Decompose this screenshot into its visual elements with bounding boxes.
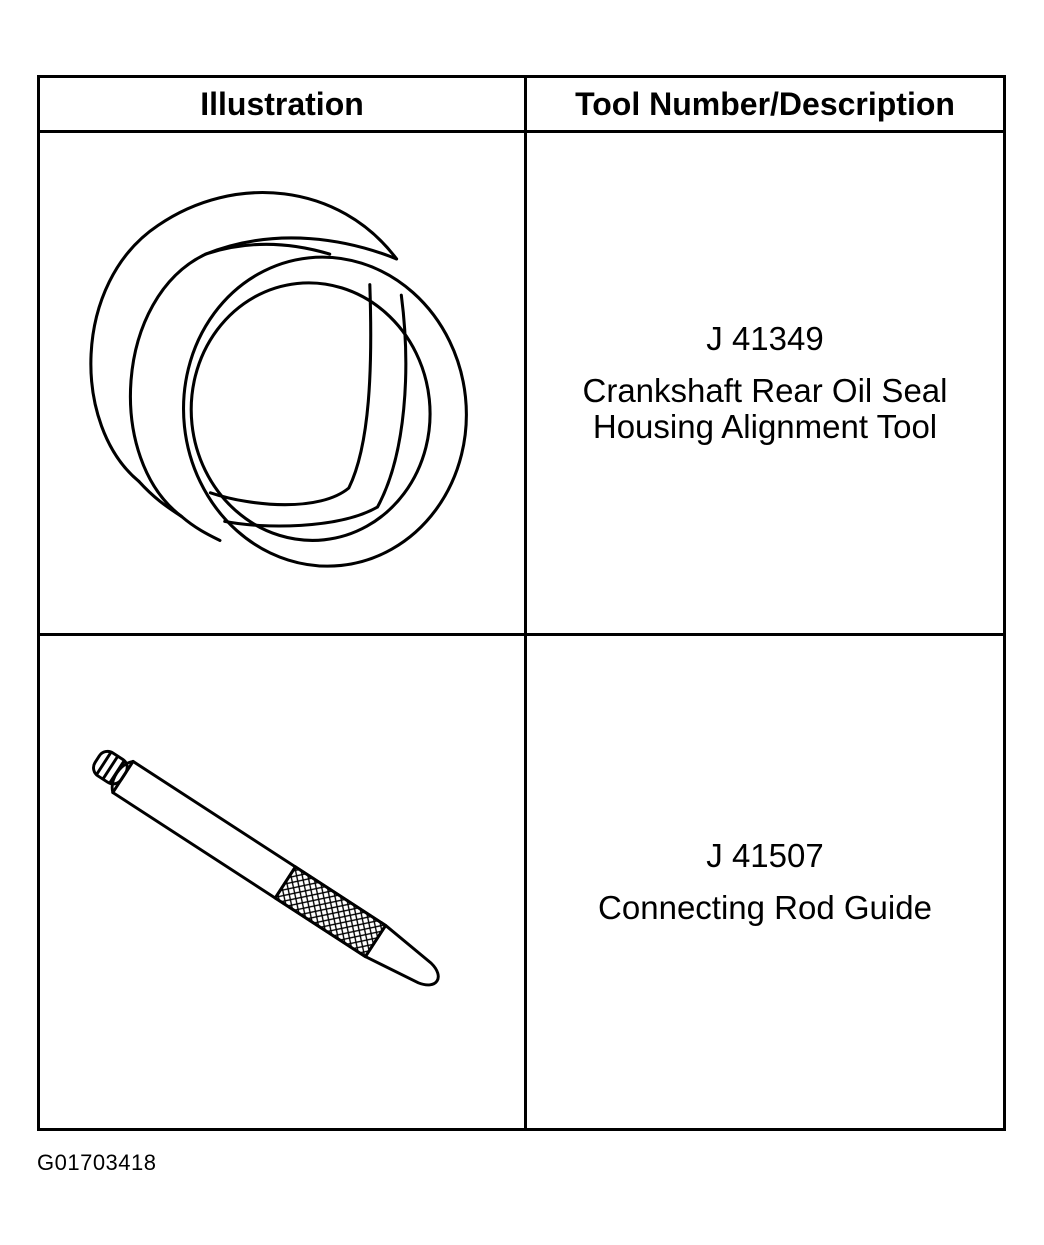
tool-number: J 41507 xyxy=(706,837,824,874)
illustration-cell xyxy=(39,132,526,635)
tool-number: J 41349 xyxy=(706,320,824,357)
description-cell xyxy=(526,635,1005,1130)
tool-description-line: Housing Alignment Tool xyxy=(592,408,938,445)
description-column-header: Tool Number/Description xyxy=(526,77,1005,132)
tool-description xyxy=(527,838,1003,926)
tool-description xyxy=(527,321,1003,445)
connecting-rod-guide-icon xyxy=(62,732,502,1032)
tool-description-line: Connecting Rod Guide xyxy=(598,889,932,926)
table-row xyxy=(39,635,1005,1130)
table-row xyxy=(39,132,1005,635)
seal-housing-alignment-ring-icon xyxy=(72,173,492,593)
illustration-column-header: Illustration xyxy=(39,77,526,132)
figure-id: G01703418 xyxy=(37,1150,157,1175)
description-cell xyxy=(526,132,1005,635)
illustration-cell xyxy=(39,635,526,1130)
tool-table xyxy=(37,75,1006,1131)
header-row xyxy=(39,77,1005,132)
tool-description-line: Crankshaft Rear Oil Seal xyxy=(582,372,948,409)
